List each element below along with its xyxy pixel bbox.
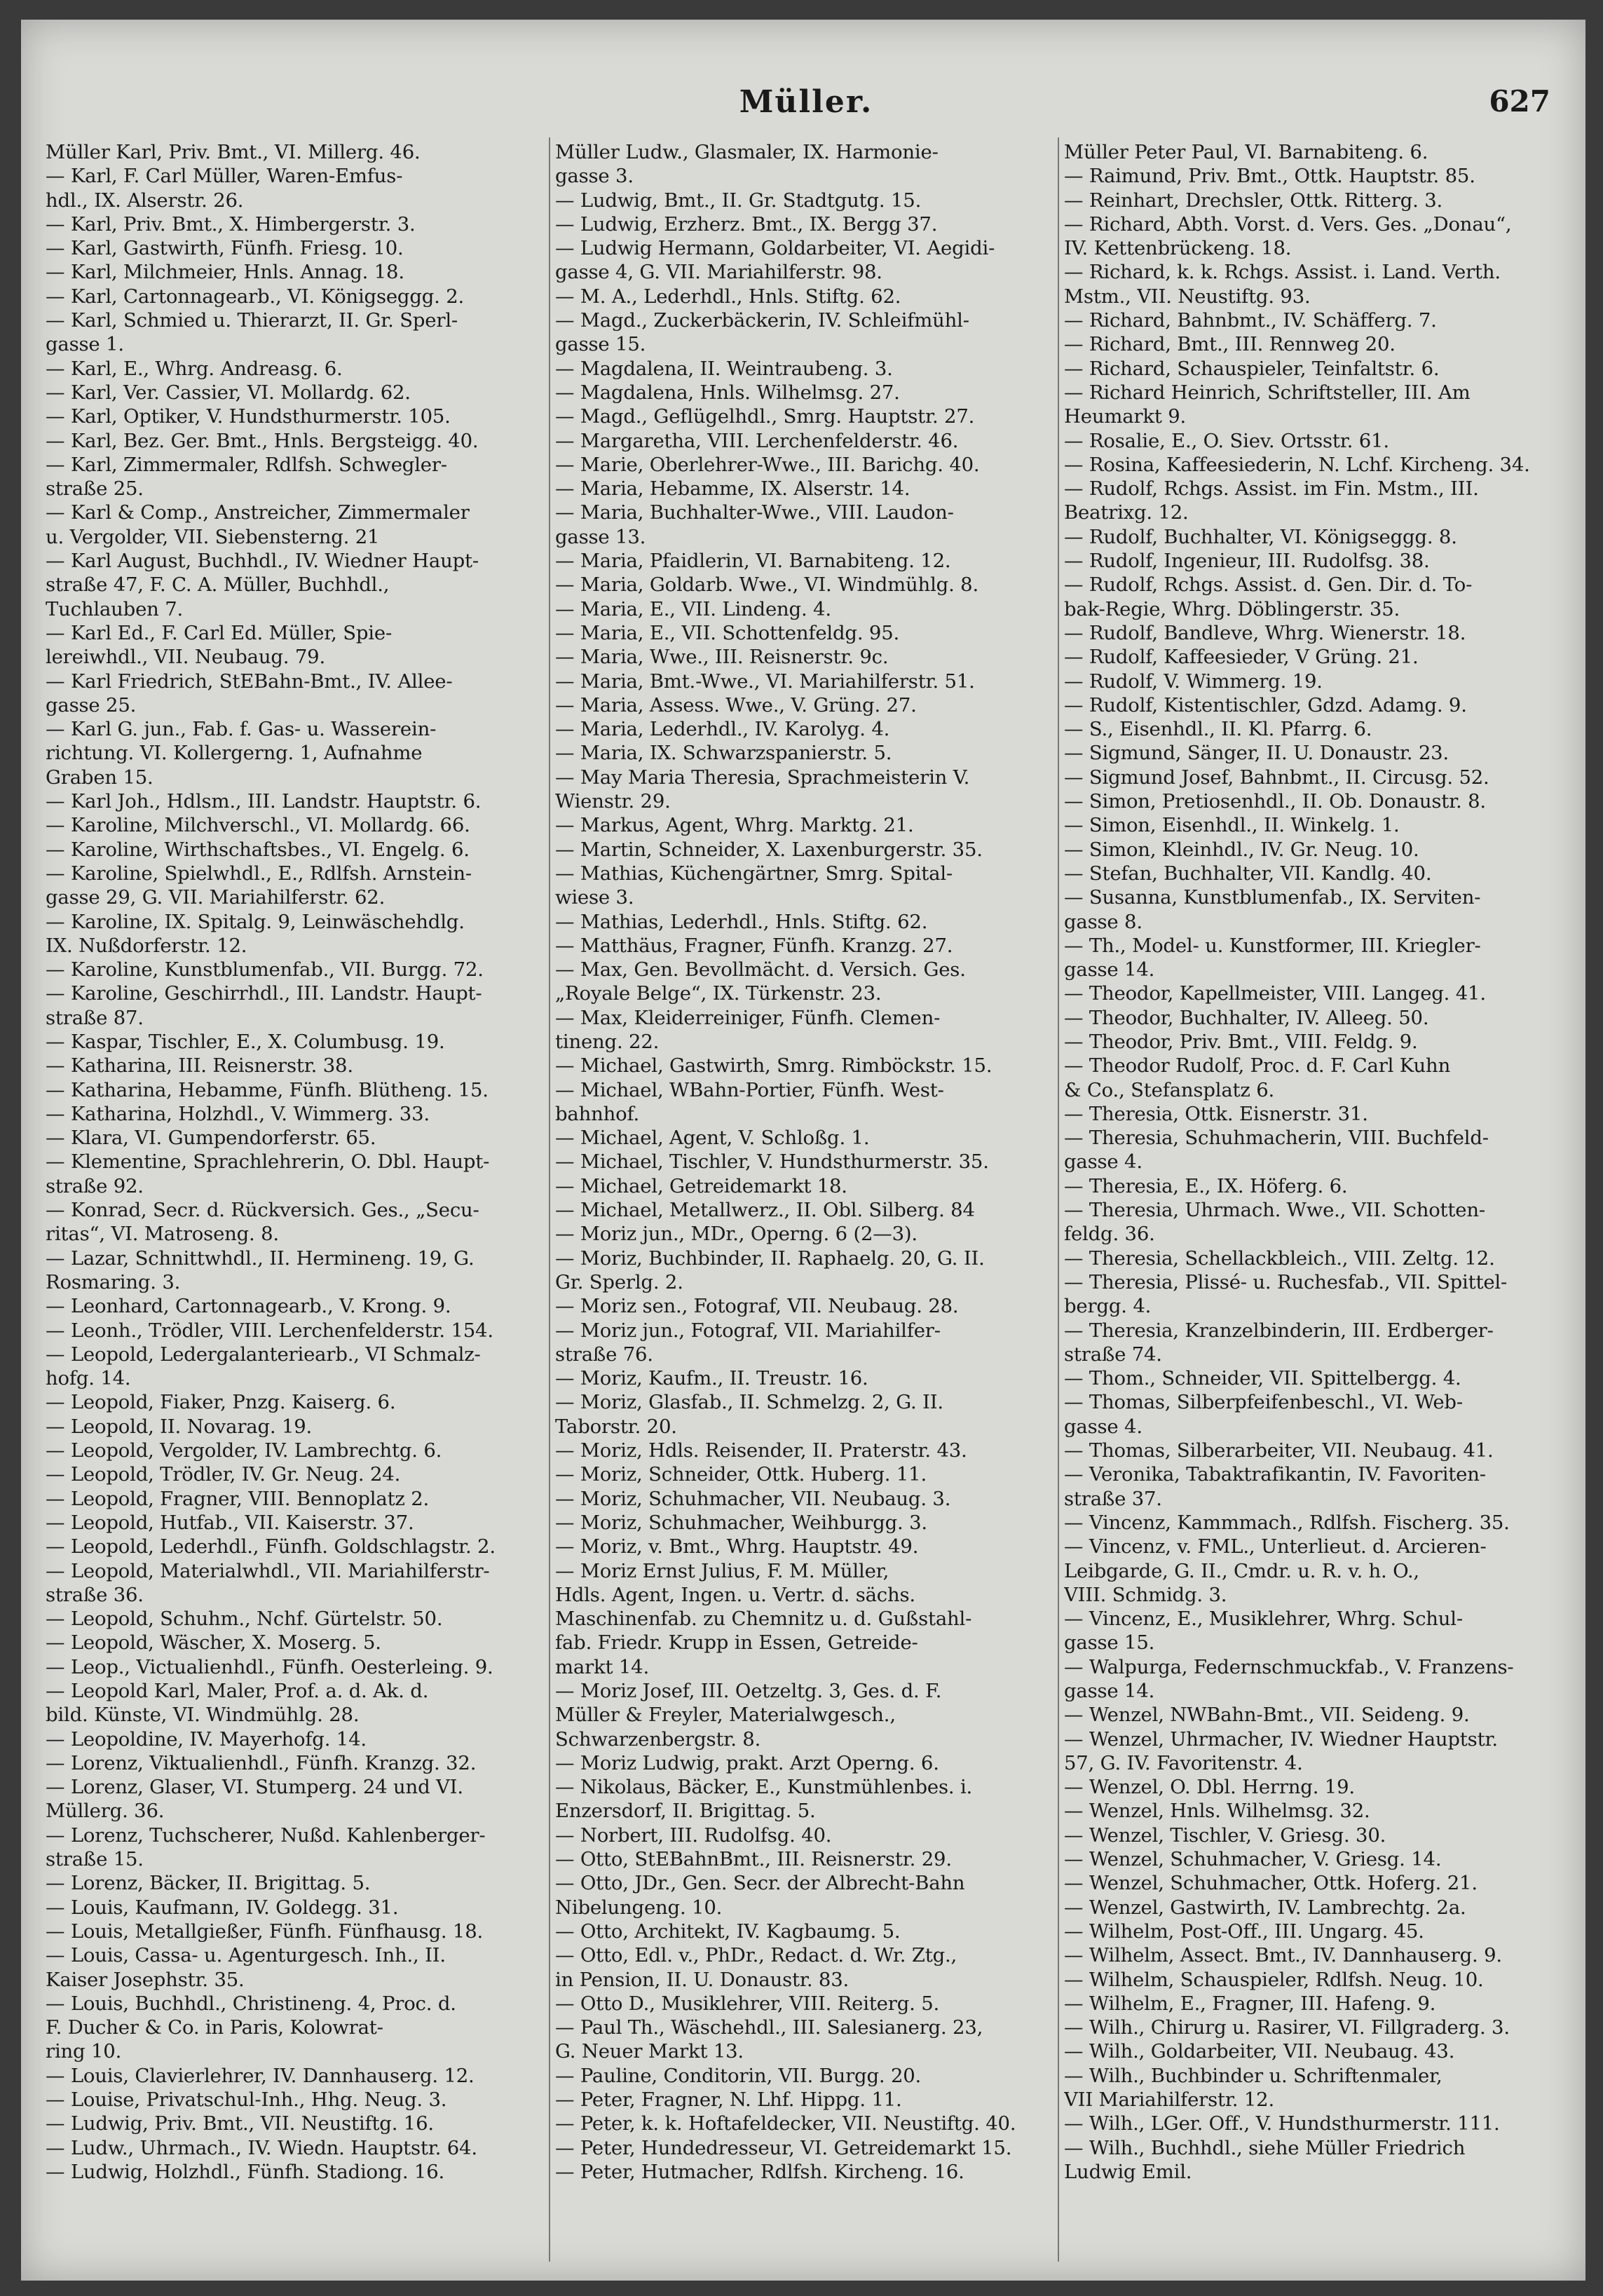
directory-entry-line: — Matthäus, Fragner, Fünfh. Kranzg. 27.	[555, 934, 953, 957]
directory-entry-line: — Leopold, Schuhm., Nchf. Gürtelstr. 50.	[46, 1608, 443, 1631]
directory-entry-line: VIII. Schmidg. 3.	[1064, 1583, 1227, 1606]
directory-entry-line: — Moriz sen., Fotograf, VII. Neubaug. 28.	[555, 1295, 959, 1318]
directory-entry-line: gasse 15.	[555, 333, 646, 356]
directory-entry-line: — Nikolaus, Bäcker, E., Kunstmühlenbes. i.	[555, 1776, 973, 1799]
directory-entry-line: Wienstr. 29.	[555, 790, 671, 813]
directory-entry-line: — Karoline, Wirthschaftsbes., VI. Engelg. 6.	[46, 838, 470, 861]
directory-entry-line: — Karl, Optiker, V. Hundsthurmerstr. 105.	[46, 405, 451, 428]
directory-entry-line: gasse 29, G. VII. Mariahilferstr. 62.	[46, 886, 386, 909]
directory-entry-line: — Thomas, Silberarbeiter, VII. Neubaug. 41.	[1064, 1439, 1494, 1462]
directory-entry-line: Mstm., VII. Neustiftg. 93.	[1064, 285, 1311, 308]
directory-entry-line: — Theresia, Uhrmach. Wwe., VII. Schotten-	[1064, 1199, 1485, 1222]
entry-list	[46, 140, 540, 2184]
directory-entry-line: — Leopold, II. Novarag. 19.	[46, 1415, 313, 1438]
directory-entry-line: — Maria, Bmt.-Wwe., VI. Mariahilferstr. 51.	[555, 670, 975, 693]
directory-entry-line: — Theresia, Schuhmacherin, VIII. Buchfeld-	[1064, 1127, 1489, 1150]
directory-entry-line: — Wilh., LGer. Off., V. Hundsthurmerstr. 111.	[1064, 2112, 1500, 2135]
directory-entry-line: — Klara, VI. Gumpendorferstr. 65.	[46, 1127, 376, 1150]
directory-entry-line: ring 10.	[46, 2040, 122, 2063]
directory-entry-line: — Susanna, Kunstblumenfab., IX. Serviten-	[1064, 886, 1481, 909]
column-2	[555, 140, 1049, 2257]
directory-entry-line: gasse 25.	[46, 693, 137, 716]
directory-entry-line: — Karl August, Buchhdl., IV. Wiedner Haupt-	[46, 550, 479, 573]
directory-entry-line: in Pension, II. U. Donaustr. 83.	[555, 1968, 850, 1991]
directory-entry-line: — Wenzel, Gastwirth, IV. Lambrechtg. 2a.	[1064, 1896, 1466, 1919]
column-3	[1064, 140, 1558, 2257]
directory-entry-line: — Sigmund Josef, Bahnbmt., II. Circusg. 52.	[1064, 766, 1489, 789]
directory-entry-line: — Klementine, Sprachlehrerin, O. Dbl. Haupt-	[46, 1150, 490, 1174]
directory-entry-line: — Louis, Buchhdl., Christineng. 4, Proc. d.	[46, 1992, 456, 2015]
directory-entry-line: — Wilhelm, Schauspieler, Rdlfsh. Neug. 10.	[1064, 1968, 1484, 1991]
directory-entry-line: — Michael, WBahn-Portier, Fünfh. West-	[555, 1078, 944, 1101]
directory-entry-line: gasse 4.	[1064, 1150, 1142, 1174]
directory-entry-line: — Magdalena, II. Weintraubeng. 3.	[555, 357, 893, 380]
directory-entry-line: straße 37.	[1064, 1487, 1162, 1510]
directory-entry-line: — Karoline, Milchverschl., VI. Mollardg. 66.	[46, 814, 470, 837]
directory-entry-line: — Wenzel, Hnls. Wilhelmsg. 32.	[1064, 1800, 1370, 1823]
directory-entry-line: Gr. Sperlg. 2.	[555, 1270, 683, 1293]
directory-entry-line: — Peter, Fragner, N. Lhf. Hippg. 11.	[555, 2088, 902, 2112]
directory-entry-line: gasse 13.	[555, 525, 646, 548]
directory-entry-line: Nibelungeng. 10.	[555, 1896, 723, 1919]
directory-entry-line: — Karl, Zimmermaler, Rdlfsh. Schwegler-	[46, 453, 447, 476]
directory-entry-line: — Leopold, Vergolder, IV. Lambrechtg. 6.	[46, 1439, 442, 1462]
directory-entry-line: bergg. 4.	[1064, 1295, 1152, 1318]
directory-entry-line: — Rudolf, Buchhalter, VI. Königseggg. 8.	[1064, 525, 1457, 548]
directory-entry-line: — Martin, Schneider, X. Laxenburgerstr. 35.	[555, 838, 983, 861]
directory-entry-line: — Ludwig, Bmt., II. Gr. Stadtgutg. 15.	[555, 189, 922, 212]
directory-entry-line: — Louis, Clavierlehrer, IV. Dannhauserg. 12.	[46, 2064, 475, 2087]
directory-entry-line: — Margaretha, VIII. Lerchenfelderstr. 46.	[555, 429, 959, 452]
directory-entry-line: Müller Karl, Priv. Bmt., VI. Millerg. 46.	[46, 141, 421, 163]
directory-entry-line: — Rudolf, Kaffeesieder, V Grüng. 21.	[1064, 646, 1419, 669]
directory-entry-line: — Maria, Lederhdl., IV. Karolyg. 4.	[555, 718, 890, 741]
directory-entry-line: — Paul Th., Wäschehdl., III. Salesianerg. 23,	[555, 2016, 983, 2039]
directory-entry-line: — Theresia, Kranzelbinderin, III. Erdberger-	[1064, 1319, 1494, 1342]
directory-entry-line: — Moriz, Glasfab., II. Schmelzg. 2, G. II.	[555, 1391, 943, 1414]
column-1	[46, 140, 540, 2257]
directory-page	[21, 20, 1585, 2281]
directory-entry-line: — Vincenz, Kammmach., Rdlfsh. Fischerg. 35.	[1064, 1511, 1510, 1534]
directory-entry-line: — Marie, Oberlehrer-Wwe., III. Barichg. 40.	[555, 453, 980, 476]
directory-entry-line: — Pauline, Conditorin, VII. Burgg. 20.	[555, 2064, 922, 2087]
directory-entry-line: — Karl, Ver. Cassier, VI. Mollardg. 62.	[46, 381, 411, 404]
directory-entry-line: gasse 8.	[1064, 910, 1142, 933]
directory-entry-line: — Maria, E., VII. Lindeng. 4.	[555, 597, 831, 620]
directory-entry-line: — Leopold, Materialwhdl., VII. Mariahilferstr-	[46, 1559, 490, 1582]
directory-entry-line: — Moriz, Hdls. Reisender, II. Praterstr. 43.	[555, 1439, 967, 1462]
directory-entry-line: — Karoline, IX. Spitalg. 9, Leinwäschehdlg.	[46, 910, 465, 933]
directory-entry-line: — Rosalie, E., O. Siev. Ortsstr. 61.	[1064, 429, 1389, 452]
directory-entry-line: — Leopold Karl, Maler, Prof. a. d. Ak. d.	[46, 1680, 429, 1702]
directory-entry-line: — Karl Friedrich, StEBahn-Bmt., IV. Allee-	[46, 670, 453, 693]
directory-entry-line: — Leopold, Ledergalanteriearb., VI Schmalz-	[46, 1343, 481, 1366]
directory-entry-line: — Moriz, Kaufm., II. Treustr. 16.	[555, 1367, 868, 1390]
directory-entry-line: straße 36.	[46, 1583, 144, 1606]
page-title: Müller.	[739, 84, 873, 120]
directory-entry-line: — Otto, StEBahnBmt., III. Reisnerstr. 29.	[555, 1848, 952, 1871]
directory-entry-line: — Leopoldine, IV. Mayerhofg. 14.	[46, 1727, 367, 1751]
directory-entry-line: — Theresia, Plissé- u. Ruchesfab., VII. Spittel-	[1064, 1270, 1508, 1293]
directory-entry-line: straße 87.	[46, 1006, 144, 1029]
directory-entry-line: — Wilh., Goldarbeiter, VII. Neubaug. 43.	[1064, 2040, 1455, 2063]
directory-entry-line: — Wilh., Chirurg u. Rasirer, VI. Fillgraderg. 3.	[1064, 2016, 1510, 2039]
directory-entry-line: — Otto, Architekt, IV. Kagbaumg. 5.	[555, 1920, 901, 1943]
directory-entry-line: — Katharina, Hebamme, Fünfh. Blütheng. 15.	[46, 1078, 489, 1101]
directory-entry-line: lereiwhdl., VII. Neubaug. 79.	[46, 646, 326, 669]
directory-entry-line: — Karl, E., Whrg. Andreasg. 6.	[46, 357, 343, 380]
directory-entry-line: — Wenzel, Schuhmacher, Ottk. Hoferg. 21.	[1064, 1872, 1478, 1895]
directory-entry-line: Heumarkt 9.	[1064, 405, 1187, 428]
directory-entry-line: — Peter, Hutmacher, Rdlfsh. Kircheng. 16.	[555, 2160, 964, 2183]
directory-entry-line: — Theodor, Kapellmeister, VIII. Langeg. 41.	[1064, 982, 1486, 1005]
directory-entry-line: gasse 14.	[1064, 958, 1155, 981]
directory-entry-line: Müller Ludw., Glasmaler, IX. Harmonie-	[555, 141, 939, 163]
directory-entry-line: — Theresia, E., IX. Höferg. 6.	[1064, 1174, 1348, 1197]
directory-entry-line: gasse 4, G. VII. Mariahilferstr. 98.	[555, 261, 882, 284]
directory-entry-line: gasse 14.	[1064, 1680, 1155, 1702]
directory-entry-line: Beatrixg. 12.	[1064, 501, 1189, 524]
directory-entry-line: — Richard, Abth. Vorst. d. Vers. Ges. „Donau“,	[1064, 212, 1512, 236]
directory-entry-line: — Peter, k. k. Hoftafeldecker, VII. Neustiftg. 40.	[555, 2112, 1016, 2135]
directory-entry-line: — Moriz Ernst Julius, F. M. Müller,	[555, 1559, 889, 1582]
directory-entry-line: — Karl, Schmied u. Thierarzt, II. Gr. Sperl-	[46, 309, 458, 332]
directory-entry-line: — Leonh., Trödler, VIII. Lerchenfelderstr. 154.	[46, 1319, 493, 1342]
directory-entry-line: — Maria, Goldarb. Wwe., VI. Windmühlg. 8.	[555, 573, 978, 597]
directory-entry-line: — Karl G. jun., Fab. f. Gas- u. Wasserein-	[46, 718, 437, 741]
entry-list	[1064, 140, 1558, 2184]
directory-entry-line: — Maria, Buchhalter-Wwe., VIII. Laudon-	[555, 501, 954, 524]
directory-entry-line: IV. Kettenbrückeng. 18.	[1064, 237, 1292, 260]
directory-entry-line: — S., Eisenhdl., II. Kl. Pfarrg. 6.	[1064, 718, 1372, 741]
directory-entry-line: — Theresia, Schellackbleich., VIII. Zeltg. 12.	[1064, 1247, 1495, 1270]
directory-entry-line: — Moriz, Schuhmacher, Weihburgg. 3.	[555, 1511, 927, 1534]
directory-entry-line: gasse 15.	[1064, 1631, 1155, 1655]
directory-entry-line: — Louis, Metallgießer, Fünfh. Fünfhausg. 18.	[46, 1920, 484, 1943]
directory-entry-line: markt 14.	[555, 1655, 650, 1678]
directory-entry-line: — Michael, Agent, V. Schloßg. 1.	[555, 1127, 870, 1150]
directory-entry-line: — Lorenz, Tuchscherer, Nußd. Kahlenberger-	[46, 1823, 486, 1847]
directory-entry-line: hdl., IX. Alserstr. 26.	[46, 189, 244, 212]
directory-entry-line: — Karl, F. Carl Müller, Waren-Emfus-	[46, 165, 403, 188]
directory-entry-line: — Ludw., Uhrmach., IV. Wiedn. Hauptstr. 64.	[46, 2136, 477, 2159]
directory-entry-line: — Wilh., Buchhdl., siehe Müller Friedrich	[1064, 2136, 1466, 2159]
directory-entry-line: — Vincenz, E., Musiklehrer, Whrg. Schul-	[1064, 1608, 1463, 1631]
directory-entry-line: — Wilhelm, Assect. Bmt., IV. Dannhauserg. 9.	[1064, 1944, 1502, 1967]
directory-entry-line: straße 74.	[1064, 1343, 1162, 1366]
directory-entry-line: feldg. 36.	[1064, 1223, 1155, 1246]
directory-entry-line: — Moriz, Schuhmacher, VII. Neubaug. 3.	[555, 1487, 951, 1510]
directory-entry-line: — Maria, IX. Schwarzspanierstr. 5.	[555, 742, 892, 765]
directory-entry-line: — Leopold, Lederhdl., Fünfh. Goldschlagstr. 2.	[46, 1535, 496, 1558]
directory-entry-line: — Karl, Cartonnagearb., VI. Königseggg. 2.	[46, 285, 465, 308]
directory-entry-line: — Maria, Wwe., III. Reisnerstr. 9c.	[555, 646, 889, 669]
directory-entry-line: u. Vergolder, VII. Siebensterng. 21	[46, 525, 380, 548]
directory-entry-line: Ludwig Emil.	[1064, 2160, 1192, 2183]
directory-entry-line: — Leonhard, Cartonnagearb., V. Krong. 9.	[46, 1295, 451, 1318]
directory-entry-line: — Markus, Agent, Whrg. Marktg. 21.	[555, 814, 914, 837]
directory-entry-line: — Stefan, Buchhalter, VII. Kandlg. 40.	[1064, 862, 1432, 885]
directory-entry-line: — Simon, Eisenhdl., II. Winkelg. 1.	[1064, 814, 1400, 837]
directory-entry-line: straße 15.	[46, 1848, 144, 1871]
directory-entry-line: — Lorenz, Glaser, VI. Stumperg. 24 und VI.	[46, 1776, 463, 1799]
directory-entry-line: — Max, Gen. Bevollmächt. d. Versich. Ges.	[555, 958, 966, 981]
directory-entry-line: — Lorenz, Viktualienhdl., Fünfh. Kranzg. 32.	[46, 1751, 477, 1774]
directory-entry-line: — Richard, Bmt., III. Rennweg 20.	[1064, 333, 1396, 356]
directory-entry-line: — Ludwig Hermann, Goldarbeiter, VI. Aegidi-	[555, 237, 995, 260]
directory-entry-line: — Max, Kleiderreiniger, Fünfh. Clemen-	[555, 1006, 941, 1029]
directory-entry-line: — Maria, Pfaidlerin, VI. Barnabiteng. 12.	[555, 550, 951, 573]
directory-entry-line: — Rudolf, Bandleve, Whrg. Wienerstr. 18.	[1064, 621, 1466, 644]
directory-entry-line: — Wenzel, Uhrmacher, IV. Wiedner Hauptstr.	[1064, 1727, 1498, 1751]
directory-entry-line: G. Neuer Markt 13.	[555, 2040, 744, 2063]
directory-entry-line: Müller & Freyler, Materialwgesch.,	[555, 1704, 896, 1727]
directory-entry-line: straße 47, F. C. A. Müller, Buchhdl.,	[46, 573, 390, 597]
directory-entry-line: richtung. VI. Kollergerng. 1, Aufnahme	[46, 742, 423, 765]
directory-entry-line: — Walpurga, Federnschmuckfab., V. Franzens-	[1064, 1655, 1514, 1678]
directory-entry-line: — Wilhelm, E., Fragner, III. Hafeng. 9.	[1064, 1992, 1436, 2015]
directory-entry-line: — Wenzel, Schuhmacher, V. Griesg. 14.	[1064, 1848, 1442, 1871]
directory-entry-line: — Konrad, Secr. d. Rückversich. Ges., „Secu-	[46, 1199, 479, 1222]
directory-entry-line: — Thomas, Silberpfeifenbeschl., VI. Web-	[1064, 1391, 1463, 1414]
directory-entry-line: — Louise, Privatschul-Inh., Hhg. Neug. 3.	[46, 2088, 447, 2112]
directory-entry-line: — Moriz, v. Bmt., Whrg. Hauptstr. 49.	[555, 1535, 919, 1558]
directory-entry-line: „Royale Belge“, IX. Türkenstr. 23.	[555, 982, 882, 1005]
directory-entry-line: — Vincenz, v. FML., Unterlieut. d. Arcieren-	[1064, 1535, 1487, 1558]
directory-entry-line: Graben 15.	[46, 766, 154, 789]
directory-entry-line: — Wenzel, Tischler, V. Griesg. 30.	[1064, 1823, 1386, 1847]
directory-entry-line: — Michael, Getreidemarkt 18.	[555, 1174, 847, 1197]
directory-entry-line: Müller Peter Paul, VI. Barnabiteng. 6.	[1064, 141, 1428, 163]
directory-entry-line: — Rudolf, Rchgs. Assist. d. Gen. Dir. d. To-	[1064, 573, 1473, 597]
directory-entry-line: — Ludwig, Priv. Bmt., VII. Neustiftg. 16.	[46, 2112, 434, 2135]
directory-entry-line: — Magdalena, Hnls. Wilhelmsg. 27.	[555, 381, 900, 404]
directory-entry-line: & Co., Stefansplatz 6.	[1064, 1078, 1275, 1101]
directory-entry-line: — Rudolf, Ingenieur, III. Rudolfsg. 38.	[1064, 550, 1430, 573]
directory-entry-line: — Theresia, Ottk. Eisnerstr. 31.	[1064, 1102, 1368, 1125]
directory-entry-line: — Karl Ed., F. Carl Ed. Müller, Spie-	[46, 621, 393, 644]
directory-entry-line: — Otto D., Musiklehrer, VIII. Reiterg. 5.	[555, 1992, 940, 2015]
directory-entry-line: — Richard, k. k. Rchgs. Assist. i. Land. Verth.	[1064, 261, 1501, 284]
directory-entry-line: Rosmaring. 3.	[46, 1270, 181, 1293]
directory-entry-line: — Magd., Geflügelhdl., Smrg. Hauptstr. 27.	[555, 405, 975, 428]
entry-list	[555, 140, 1049, 2184]
directory-entry-line: — Leopold, Hutfab., VII. Kaiserstr. 37.	[46, 1511, 414, 1534]
directory-entry-line: Enzersdorf, II. Brigittag. 5.	[555, 1800, 816, 1823]
directory-entry-line: — Louis, Cassa- u. Agenturgesch. Inh., II.	[46, 1944, 446, 1967]
directory-entry-line: — Mathias, Küchengärtner, Smrg. Spital-	[555, 862, 953, 885]
directory-entry-line: straße 92.	[46, 1174, 144, 1197]
directory-entry-line: — Moriz, Schneider, Ottk. Huberg. 11.	[555, 1463, 927, 1486]
directory-entry-line: — Louis, Kaufmann, IV. Goldegg. 31.	[46, 1896, 399, 1919]
directory-entry-line: — Th., Model- u. Kunstformer, III. Kriegler-	[1064, 934, 1481, 957]
directory-entry-line: Hdls. Agent, Ingen. u. Vertr. d. sächs.	[555, 1583, 915, 1606]
column-divider	[1058, 137, 1059, 2262]
directory-entry-line: — Lorenz, Bäcker, II. Brigittag. 5.	[46, 1872, 371, 1895]
directory-entry-line: — Katharina, Holzhdl., V. Wimmerg. 33.	[46, 1102, 430, 1125]
directory-entry-line: — Peter, Hundedresseur, VI. Getreidemarkt 15.	[555, 2136, 1012, 2159]
directory-entry-line: Kaiser Josephstr. 35.	[46, 1968, 245, 1991]
directory-entry-line: — Kaspar, Tischler, E., X. Columbusg. 19.	[46, 1030, 445, 1053]
directory-entry-line: — Richard, Schauspieler, Teinfaltstr. 6.	[1064, 357, 1440, 380]
directory-entry-line: — Mathias, Lederhdl., Hnls. Stiftg. 62.	[555, 910, 928, 933]
directory-entry-line: — Norbert, III. Rudolfsg. 40.	[555, 1823, 832, 1847]
directory-entry-line: — Simon, Pretiosenhdl., II. Ob. Donaustr. 8.	[1064, 790, 1486, 813]
directory-entry-line: — Leopold, Fiaker, Pnzg. Kaiserg. 6.	[46, 1391, 396, 1414]
directory-entry-line: — Maria, E., VII. Schottenfeldg. 95.	[555, 621, 900, 644]
directory-entry-line: gasse 3.	[555, 165, 634, 188]
directory-entry-line: — Moriz jun., Fotograf, VII. Mariahilfer-	[555, 1319, 941, 1342]
page-header	[21, 84, 1585, 126]
directory-entry-line: Leibgarde, G. II., Cmdr. u. R. v. h. O.,	[1064, 1559, 1419, 1582]
directory-entry-line: — Ludwig, Holzhdl., Fünfh. Stadiong. 16.	[46, 2160, 445, 2183]
column-divider	[549, 137, 550, 2262]
directory-entry-line: — Katharina, III. Reisnerstr. 38.	[46, 1054, 353, 1078]
directory-entry-line: — Michael, Metallwerz., II. Obl. Silberg. 84	[555, 1199, 975, 1222]
directory-entry-line: Müllerg. 36.	[46, 1800, 165, 1823]
directory-entry-line: — Simon, Kleinhdl., IV. Gr. Neug. 10.	[1064, 838, 1419, 861]
directory-entry-line: — Veronika, Tabaktrafikantin, IV. Favoriten-	[1064, 1463, 1486, 1486]
directory-entry-line: — Raimund, Priv. Bmt., Ottk. Hauptstr. 85.	[1064, 165, 1475, 188]
directory-entry-line: — Karl, Bez. Ger. Bmt., Hnls. Bergsteigg. 40.	[46, 429, 479, 452]
directory-entry-line: Schwarzenbergstr. 8.	[555, 1727, 761, 1751]
directory-entry-line: — Thom., Schneider, VII. Spittelbergg. 4.	[1064, 1367, 1461, 1390]
directory-entry-line: — Moriz Ludwig, prakt. Arzt Operng. 6.	[555, 1751, 939, 1774]
directory-entry-line: — Michael, Gastwirth, Smrg. Rimböckstr. 15.	[555, 1054, 993, 1078]
directory-entry-line: straße 25.	[46, 477, 144, 501]
directory-entry-line: gasse 4.	[1064, 1415, 1142, 1438]
directory-entry-line: tineng. 22.	[555, 1030, 660, 1053]
directory-entry-line: — Otto, Edl. v., PhDr., Redact. d. Wr. Ztg.,	[555, 1944, 957, 1967]
directory-entry-line: — Michael, Tischler, V. Hundsthurmerstr. 35.	[555, 1150, 989, 1174]
directory-entry-line: — Wenzel, NWBahn-Bmt., VII. Seideng. 9.	[1064, 1704, 1470, 1727]
directory-entry-line: — Moriz, Buchbinder, II. Raphaelg. 20, G. II.	[555, 1247, 985, 1270]
directory-entry-line: — Theodor, Buchhalter, IV. Alleeg. 50.	[1064, 1006, 1429, 1029]
directory-entry-line: — Reinhart, Drechsler, Ottk. Ritterg. 3.	[1064, 189, 1443, 212]
directory-entry-line: wiese 3.	[555, 886, 634, 909]
directory-entry-line: bahnhof.	[555, 1102, 640, 1125]
directory-entry-line: — Rudolf, V. Wimmerg. 19.	[1064, 670, 1323, 693]
directory-entry-line: IX. Nußdorferstr. 12.	[46, 934, 247, 957]
directory-entry-line: — Karoline, Kunstblumenfab., VII. Burgg. 72.	[46, 958, 484, 981]
directory-entry-line: — Leop., Victualienhdl., Fünfh. Oesterleing. 9.	[46, 1655, 493, 1678]
directory-entry-line: bild. Künste, VI. Windmühlg. 28.	[46, 1704, 360, 1727]
directory-entry-line: Tuchlauben 7.	[46, 597, 184, 620]
directory-entry-line: — M. A., Lederhdl., Hnls. Stiftg. 62.	[555, 285, 901, 308]
directory-entry-line: straße 76.	[555, 1343, 653, 1366]
directory-entry-line: — Rosina, Kaffeesiederin, N. Lchf. Kircheng. 34.	[1064, 453, 1530, 476]
directory-entry-line: bak-Regie, Whrg. Döblingerstr. 35.	[1064, 597, 1400, 620]
directory-entry-line: — Theodor, Priv. Bmt., VIII. Feldg. 9.	[1064, 1030, 1418, 1053]
directory-entry-line: — Richard Heinrich, Schriftsteller, III. Am	[1064, 381, 1471, 404]
directory-entry-line: — Wenzel, O. Dbl. Herrng. 19.	[1064, 1776, 1355, 1799]
directory-entry-line: — Karoline, Spielwhdl., E., Rdlfsh. Arnstein-	[46, 862, 472, 885]
directory-entry-line: — Karoline, Geschirrhdl., III. Landstr. Haupt-	[46, 982, 482, 1005]
directory-entry-line: — Rudolf, Kistentischler, Gdzd. Adamg. 9.	[1064, 693, 1467, 716]
directory-entry-line: — Moriz Josef, III. Oetzeltg. 3, Ges. d. F.	[555, 1680, 942, 1702]
directory-entry-line: Maschinenfab. zu Chemnitz u. d. Gußstahl-	[555, 1608, 972, 1631]
directory-entry-line: F. Ducher & Co. in Paris, Kolowrat-	[46, 2016, 383, 2039]
directory-entry-line: — Karl, Gastwirth, Fünfh. Friesg. 10.	[46, 237, 404, 260]
directory-entry-line: Taborstr. 20.	[555, 1415, 677, 1438]
directory-entry-line: fab. Friedr. Krupp in Essen, Getreide-	[555, 1631, 918, 1655]
directory-entry-line: — Karl, Priv. Bmt., X. Himbergerstr. 3.	[46, 212, 416, 236]
directory-entry-line: — Karl Joh., Hdlsm., III. Landstr. Hauptstr. 6.	[46, 790, 482, 813]
page-number: 627	[1489, 84, 1550, 118]
directory-entry-line: — Maria, Hebamme, IX. Alserstr. 14.	[555, 477, 910, 501]
directory-entry-line: — Leopold, Wäscher, X. Moserg. 5.	[46, 1631, 381, 1655]
directory-entry-line: — Magd., Zuckerbäckerin, IV. Schleifmühl-	[555, 309, 969, 332]
directory-entry-line: — Richard, Bahnbmt., IV. Schäfferg. 7.	[1064, 309, 1437, 332]
directory-entry-line: hofg. 14.	[46, 1367, 131, 1390]
directory-entry-line: — Leopold, Trödler, IV. Gr. Neug. 24.	[46, 1463, 401, 1486]
directory-entry-line: — Rudolf, Rchgs. Assist. im Fin. Mstm., III.	[1064, 477, 1479, 501]
directory-entry-line: ritas“, VI. Matroseng. 8.	[46, 1223, 279, 1246]
directory-entry-line: — Karl & Comp., Anstreicher, Zimmermaler	[46, 501, 470, 524]
directory-entry-line: — Sigmund, Sänger, II. U. Donaustr. 23.	[1064, 742, 1449, 765]
directory-entry-line: — Moriz jun., MDr., Operng. 6 (2—3).	[555, 1223, 918, 1246]
directory-entry-line: — May Maria Theresia, Sprachmeisterin V.	[555, 766, 970, 789]
directory-entry-line: — Ludwig, Erzherz. Bmt., IX. Bergg 37.	[555, 212, 938, 236]
directory-entry-line: VII Mariahilferstr. 12.	[1064, 2088, 1275, 2112]
directory-entry-line: — Leopold, Fragner, VIII. Bennoplatz 2.	[46, 1487, 430, 1510]
directory-entry-line: — Lazar, Schnittwhdl., II. Hermineng. 19, G.	[46, 1247, 475, 1270]
directory-entry-line: — Wilhelm, Post-Off., III. Ungarg. 45.	[1064, 1920, 1424, 1943]
directory-entry-line: — Karl, Milchmeier, Hnls. Annag. 18.	[46, 261, 404, 284]
directory-entry-line: — Theodor Rudolf, Proc. d. F. Carl Kuhn	[1064, 1054, 1451, 1078]
directory-entry-line: — Otto, JDr., Gen. Secr. der Albrecht-Bahn	[555, 1872, 965, 1895]
directory-entry-line: — Maria, Assess. Wwe., V. Grüng. 27.	[555, 693, 917, 716]
directory-entry-line: gasse 1.	[46, 333, 124, 356]
directory-entry-line: 57, G. IV. Favoritenstr. 4.	[1064, 1751, 1303, 1774]
directory-entry-line: — Wilh., Buchbinder u. Schriftenmaler,	[1064, 2064, 1442, 2087]
